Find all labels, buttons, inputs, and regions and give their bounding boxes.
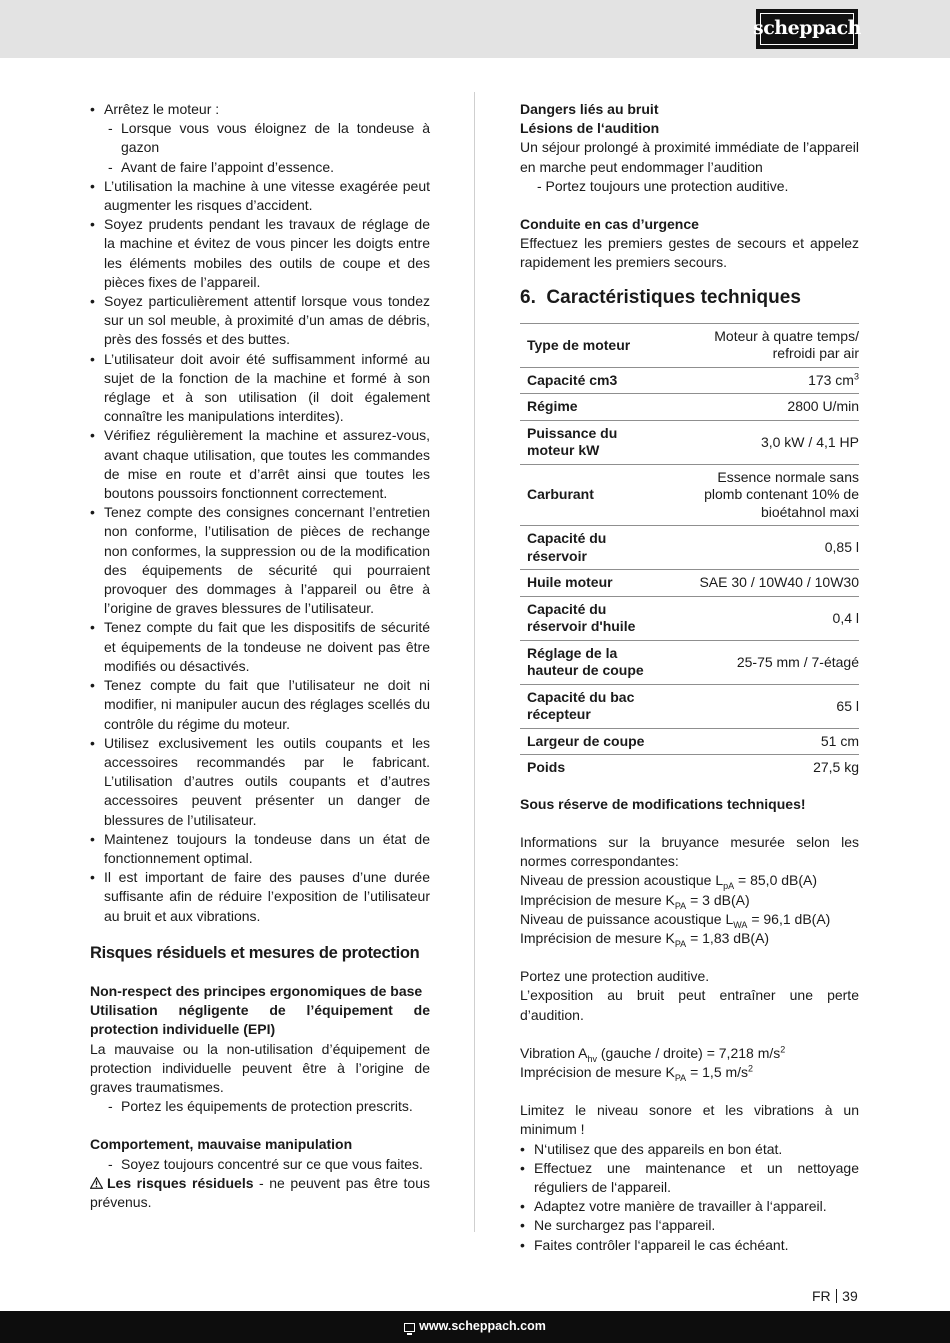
list-item-text: Arrêtez le moteur :: [104, 101, 220, 117]
noise-text: Un séjour prolongé à proximité immédiate de l’appareil en marche peut endommager l’audition: [520, 139, 859, 175]
spec-value: 27,5 kg: [813, 759, 859, 776]
limit-list: [520, 1140, 859, 1255]
spec-label: Capacité du réservoir d'huile: [520, 596, 667, 640]
spec-label: Capacité du bac récepteur: [520, 684, 667, 728]
list-item: • Tenez compte des consignes concernant l’entretien non conforme, l’utilisation de pièces de rechange non conformes, la suppression ou de la modification des équipements de sécurité qui pourraient provoquer des dommages à l’appareil ou être à l’origine de graves blessures de l’utilisateur.: [90, 503, 430, 618]
website-link[interactable]: www.scheppach.com: [419, 1319, 546, 1334]
list-item: • Maintenez toujours la tondeuse dans un état de fonctionnement optimal.: [90, 830, 430, 868]
measurement-line: Niveau de pression acoustique $L_{pA} = 85,0$ dB(A): [520, 872, 818, 892]
list-item: [90, 100, 430, 177]
list-item: • L’utilisateur doit avoir été suffisamment informé au sujet de la fonction de la machine et formé à son réglage et à son utilisation (il doit également connaître les manipulations interdites).: [90, 350, 430, 427]
dash-item: - Soyez toujours concentré sur ce que vous faites.: [90, 1155, 430, 1174]
spec-label: Type de moteur: [520, 323, 667, 367]
residual-bold: Les risques résiduels: [107, 1174, 254, 1191]
page-number: [812, 1287, 858, 1306]
reserve-note: Sous réserve de modifications techniques!: [520, 795, 806, 812]
residual-risks: [90, 1174, 430, 1212]
spec-value: 3,0 kW / 4,1 HP: [667, 420, 859, 464]
emergency-text: Effectuez les premiers gestes de secours et appelez rapidement les premiers secours.: [520, 235, 859, 271]
spec-label: Puissance du moteur kW: [520, 420, 667, 464]
footer-bar: [0, 1311, 950, 1343]
sub-list-item: - Lorsque vous vous éloignez de la tondeuse à gazon: [90, 119, 430, 157]
spec-value: Essence normale sans plomb contenant 10% de bioétahnol maxi: [667, 464, 859, 526]
sub-list: [90, 119, 430, 177]
list-item: • Faites contrôler l‘appareil le cas échéant.: [520, 1236, 859, 1255]
right-column: [520, 100, 859, 1255]
list-item: • Tenez compte du fait que les dispositifs de sécurité et équipements de la tondeuse ne doivent pas être modifiés ou désactivés.: [90, 618, 430, 676]
table-row: [520, 684, 859, 728]
spec-label: Régime: [520, 394, 667, 421]
header-bar: [0, 0, 950, 58]
list-item: • N‘utilisez que des appareils en bon état.: [520, 1140, 859, 1159]
list-item: • L’utilisation la machine à une vitesse exagérée peut augmenter les risques d’accident.: [90, 177, 430, 215]
section-heading: Risques résiduels et mesures de protection: [90, 943, 420, 962]
spec-value: 65 l: [667, 684, 859, 728]
epi-dash-list: [90, 1097, 430, 1116]
spec-label: Huile moteur: [520, 570, 667, 597]
epi-text: La mauvaise ou la non-utilisation d’équipement de protection individuelle peuvent être à l’origine de graves traumatismes.: [90, 1040, 430, 1095]
measurement-line: Imprécision de mesure $K_{PA} = 1,83$ dB(A): [520, 930, 770, 949]
spec-value: 0,85 l: [667, 526, 859, 570]
page-num: 39: [842, 1288, 858, 1304]
spec-value: 25-75 mm / 7-étagé: [667, 640, 859, 684]
epi-title: Utilisation négligente de l’équipement de protection individuelle (EPI): [90, 1002, 430, 1038]
table-row: [520, 728, 859, 755]
emergency-title: Conduite en cas d’urgence: [520, 216, 699, 233]
warning-icon: [90, 1177, 103, 1189]
measurement-line: Niveau de puissance acoustique $L_{WA} = 96,1$ dB(A): [520, 910, 831, 930]
table-row: [520, 420, 859, 464]
sub-list-item: - Avant de faire l’appoint d’essence.: [90, 158, 430, 177]
protection-text: L’exposition au bruit peut entraîner une perte d’audition.: [520, 987, 859, 1023]
behaviour-dash-list: [90, 1155, 430, 1174]
ergo-title: Non-respect des principes ergonomiques de base: [90, 982, 423, 999]
table-row: [520, 394, 859, 421]
spec-value-text: 173 cm: [808, 371, 854, 388]
table-row: [520, 367, 859, 394]
column-divider: [474, 92, 475, 1232]
dash-item: - Portez les équipements de protection prescrits.: [90, 1097, 430, 1116]
list-item: • Soyez particulièrement attentif lorsque vous tondez sur un sol meuble, à proximité d’un amas de débris, près des fossés et des buttes.: [90, 292, 430, 350]
spec-label: Réglage de la hauteur de coupe: [520, 640, 667, 684]
table-row: [520, 526, 859, 570]
table-row: [520, 570, 859, 597]
list-item: • Tenez compte du fait que l’utilisateur ne doit ni modifier, ni manipuler aucun des réglages scellés du contrôle du régime du moteur.: [90, 676, 430, 734]
spec-value-sup: 3: [853, 371, 859, 382]
behaviour-title: Comportement, mauvaise manipulation: [90, 1136, 353, 1153]
spec-label: Carburant: [520, 464, 667, 526]
specs-heading: 6. Caractéristiques techniques: [520, 286, 801, 308]
list-item: • Il est important de faire des pauses d’une durée suffisante afin de réduire l’exposition de l’utilisateur au bruit et aux vibrations.: [90, 868, 430, 926]
spec-value: SAE 30 / 10W40 / 10W30: [667, 570, 859, 597]
vibration-line: Imprécision de mesure $K_{PA} = 1,5$ $m/s^2$: [520, 1063, 754, 1083]
spec-label: Largeur de coupe: [520, 728, 667, 755]
noise-info: Informations sur la bruyance mesurée selon les normes correspondantes:: [520, 834, 859, 870]
hearing-title: Lésions de l‘audition: [520, 120, 660, 137]
spec-label: Capacité cm3: [520, 367, 667, 394]
list-item: • Effectuez une maintenance et un nettoyage réguliers de l‘appareil.: [520, 1159, 859, 1197]
list-item: • Soyez prudents pendant les travaux de réglage de la machine et évitez de vous pincer les doigts entre les éléments mobiles des outils de coupe et des pièces fixes de l’appareil.: [90, 215, 430, 292]
table-row: [520, 596, 859, 640]
noise-title: Dangers liés au bruit: [520, 101, 659, 117]
limit-text: Limitez le niveau sonore et les vibrations à un minimum !: [520, 1102, 859, 1138]
spec-value: Moteur à quatre temps/ refroidi par air: [667, 323, 859, 367]
list-item: • Adaptez votre manière de travailler à l‘appareil.: [520, 1197, 859, 1216]
monitor-icon: [404, 1323, 415, 1332]
protection-text: Portez une protection auditive.: [520, 968, 710, 985]
measurement-line: Imprécision de mesure $K_{PA} = 3$ dB(A): [520, 891, 750, 911]
table-row: [520, 464, 859, 526]
safety-list: [90, 100, 430, 926]
left-column: [90, 100, 430, 1212]
residual-rest: - ne peuvent pas être tous prévenus.: [90, 1174, 430, 1210]
brand-logo: scheppach: [756, 9, 858, 49]
noise-dash: - Portez toujours une protection auditive.: [537, 177, 789, 194]
list-item: • Vérifiez régulièrement la machine et assurez-vous, avant chaque utilisation, que toutes les commandes de mise en route et d’arrêt ainsi que toutes les boutons poussoirs fonctionnent correctement.: [90, 426, 430, 503]
list-item: • Utilisez exclusivement les outils coupants et les accessoires recommandés par le fabricant. L’utilisation d’autres outils coupants et d’autres accessoires peuvent présenter un danger de blessures de l’utilisateur.: [90, 734, 430, 830]
spec-value: [667, 367, 859, 394]
table-row: [520, 323, 859, 367]
spec-value: 2800 U/min: [667, 394, 859, 421]
spec-label: Poids: [527, 759, 566, 776]
spec-value: 0,4 l: [667, 596, 859, 640]
spec-value: 51 cm: [667, 728, 859, 755]
specs-table: [520, 323, 859, 781]
table-row: [520, 755, 859, 781]
vibration-line: Vibration $A_{hv}$ (gauche / droite) = 7,218 $m/s^2$: [520, 1044, 786, 1064]
table-row: [520, 640, 859, 684]
spec-label: Capacité du réservoir: [520, 526, 667, 570]
language-code: FR: [812, 1288, 831, 1304]
list-item: • Ne surchargez pas l‘appareil.: [520, 1216, 859, 1235]
